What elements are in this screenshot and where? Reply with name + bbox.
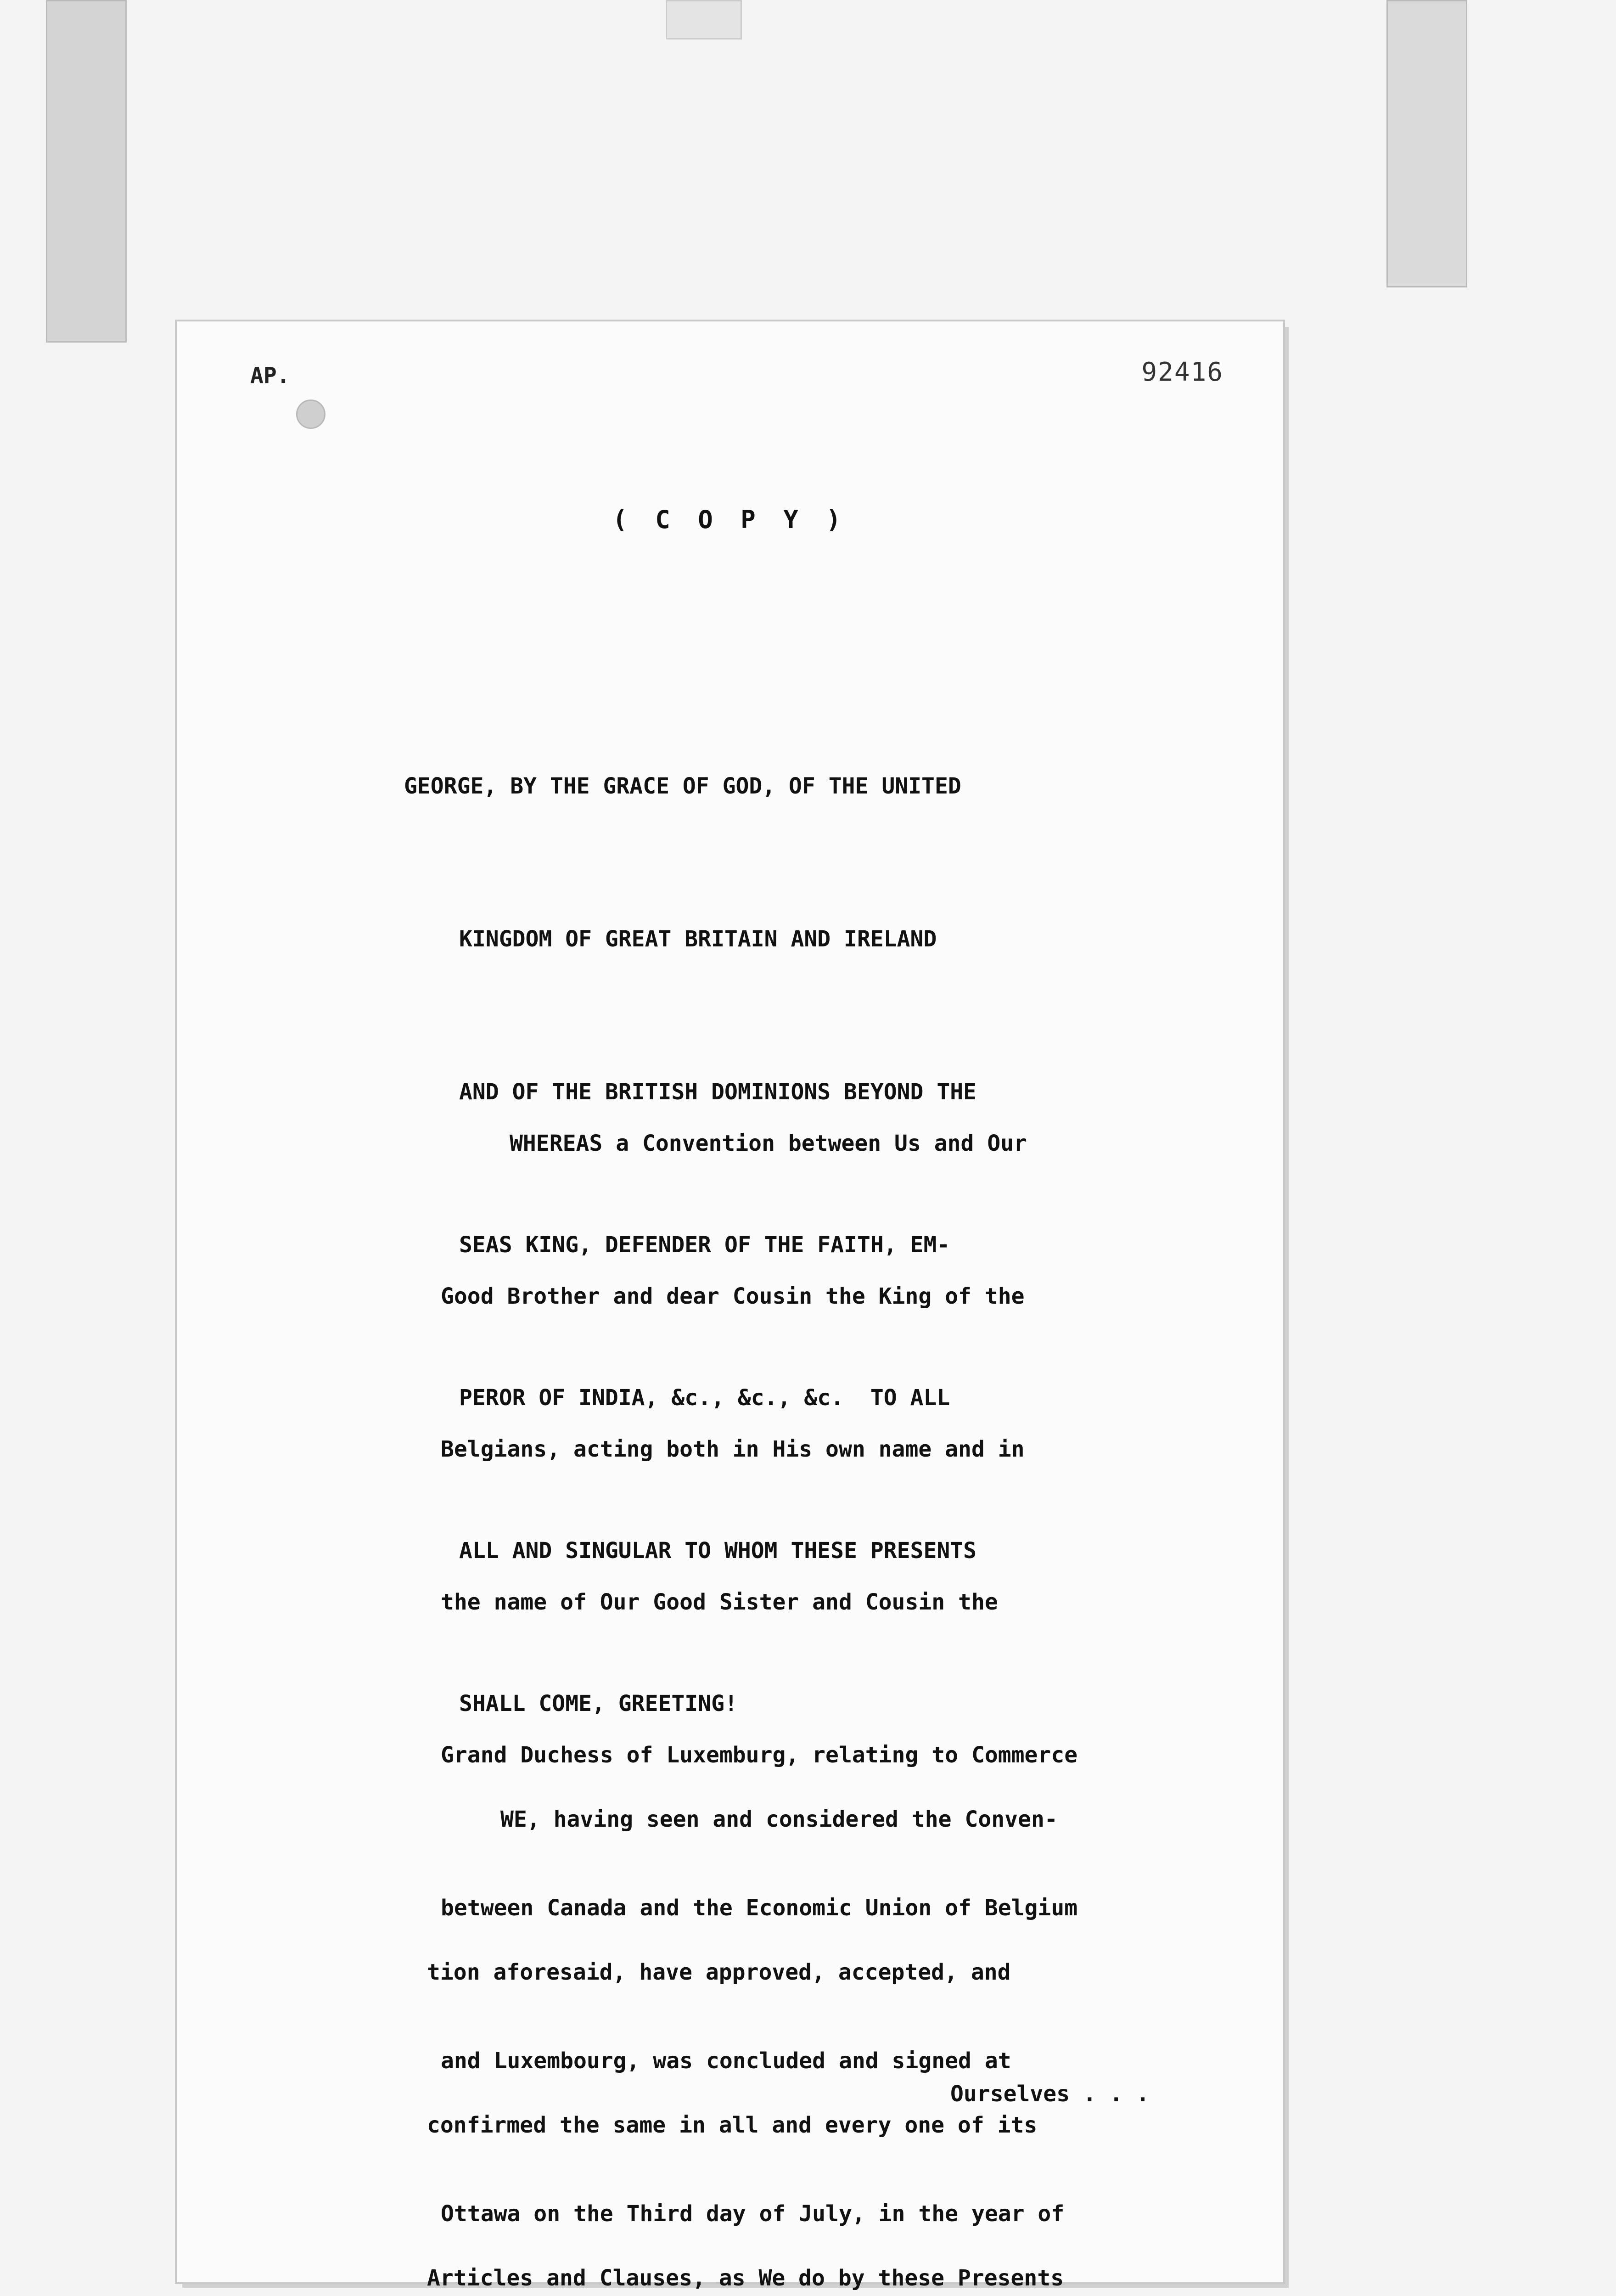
- text-line: between Canada and the Economic Union of Belgium: [441, 1895, 1078, 1921]
- text-line: confirmed the same in all and every one of its: [427, 2112, 1038, 2138]
- text-line: Grand Duchess of Luxemburg, relating to Commerce: [441, 1742, 1078, 1768]
- approval-paragraph: [427, 1692, 1064, 2296]
- tape-strip: [666, 0, 742, 39]
- text-line: WHEREAS a Convention between Us and Our: [510, 1131, 1027, 1156]
- text-line: tion aforesaid, have approved, accepted, and: [427, 1959, 1011, 1985]
- text-line: Ottawa on the Third day of July, in the year of: [441, 2201, 1065, 2227]
- text-line: Belgians, acting both in His own name and in: [441, 1436, 1025, 1462]
- document-page: [177, 321, 1283, 2291]
- punch-hole: [296, 400, 325, 429]
- corner-mark: AP.: [250, 363, 290, 388]
- text-line: Articles and Clauses, as We do by these Presents: [427, 2265, 1064, 2291]
- text-line: and Luxembourg, was concluded and signed at: [441, 2048, 1011, 2074]
- text-line: PEROR OF INDIA, &c., &c., &c. TO ALL: [459, 1385, 950, 1411]
- copy-heading: ( C O P Y ): [612, 505, 847, 534]
- text-line: KINGDOM OF GREAT BRITAIN AND IRELAND: [459, 926, 937, 952]
- text-line: WE, having seen and considered the Conven-: [500, 1806, 1058, 1832]
- text-line: SHALL COME, GREETING!: [459, 1691, 738, 1716]
- text-line: the name of Our Good Sister and Cousin the: [441, 1589, 998, 1615]
- text-line: Good Brother and dear Cousin the King of the: [441, 1283, 1025, 1309]
- text-line: AND OF THE BRITISH DOMINIONS BEYOND THE: [459, 1079, 977, 1105]
- folio-number: 92416: [1141, 357, 1223, 387]
- tape-strip: [46, 0, 127, 343]
- text-line: SEAS KING, DEFENDER OF THE FAITH, EM-: [459, 1232, 950, 1258]
- text-line: ALL AND SINGULAR TO WHOM THESE PRESENTS: [459, 1538, 977, 1564]
- catchword: Ourselves . . .: [950, 2081, 1150, 2107]
- text-line: GEORGE, BY THE GRACE OF GOD, OF THE UNITED: [404, 773, 961, 799]
- tape-strip: [1386, 0, 1467, 287]
